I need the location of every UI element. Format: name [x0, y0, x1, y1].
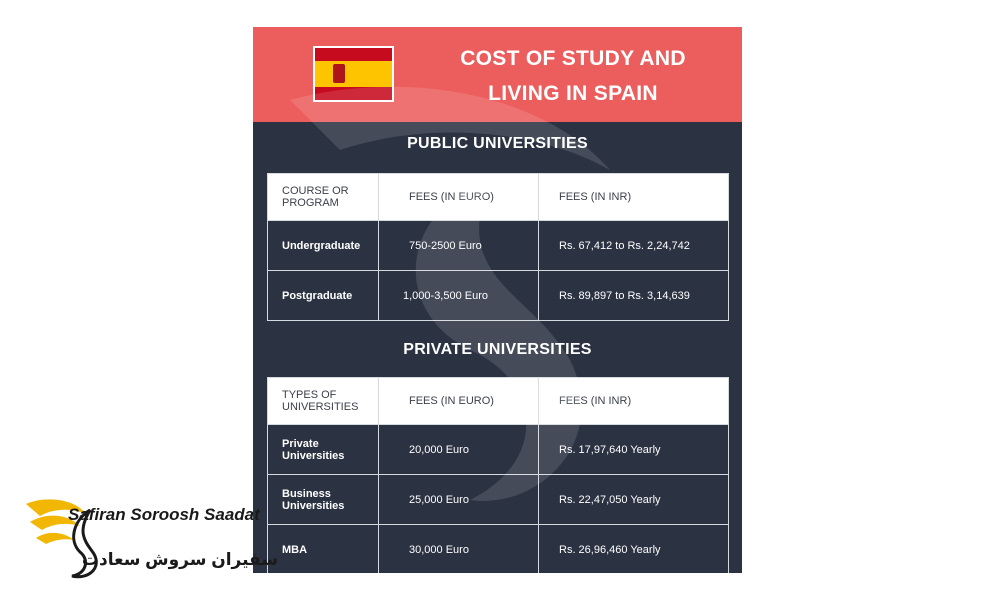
spain-flag-icon: [313, 46, 394, 102]
title-line-1: COST OF STUDY AND: [460, 47, 686, 70]
column-header: TYPES OF UNIVERSITIES: [268, 378, 379, 425]
header-banner: [253, 27, 742, 122]
coat-of-arms-icon: [333, 64, 345, 83]
column-header: FEES (IN EURO): [379, 378, 539, 425]
page-title: [423, 41, 723, 111]
table-cell: 750-2500 Euro: [379, 221, 539, 271]
title-line-2: LIVING IN SPAIN: [488, 82, 658, 105]
table-cell: MBA: [268, 525, 379, 574]
table-row: [268, 271, 729, 321]
table-row: [268, 525, 729, 574]
brand-name-english: Safiran Soroosh Saadat: [68, 505, 260, 524]
public-fees-table: [267, 173, 729, 321]
table-cell: 25,000 Euro: [379, 475, 539, 525]
table-header-row: [268, 174, 729, 221]
private-section-title: PRIVATE UNIVERSITIES: [403, 341, 592, 358]
column-header: FEES (IN EURO): [379, 174, 539, 221]
table-header-row: [268, 378, 729, 425]
table-cell: Rs. 67,412 to Rs. 2,24,742: [539, 221, 729, 271]
table-cell: Rs. 17,97,640 Yearly: [539, 425, 729, 475]
public-section-title: PUBLIC UNIVERSITIES: [407, 135, 588, 152]
table-cell: 20,000 Euro: [379, 425, 539, 475]
table-cell: Rs. 26,96,460 Yearly: [539, 525, 729, 574]
table-cell: 1,000-3,500 Euro: [379, 271, 539, 321]
private-fees-table: [267, 377, 729, 573]
table-cell: Rs. 22,47,050 Yearly: [539, 475, 729, 525]
table-cell: Postgraduate: [268, 271, 379, 321]
column-header: COURSE OR PROGRAM: [268, 174, 379, 221]
column-header: FEES (IN INR): [539, 378, 729, 425]
table-row: [268, 475, 729, 525]
table-cell: 30,000 Euro: [379, 525, 539, 574]
table-row: [268, 425, 729, 475]
table-cell: Rs. 89,897 to Rs. 3,14,639: [539, 271, 729, 321]
table-row: [268, 221, 729, 271]
column-header: FEES (IN INR): [539, 174, 729, 221]
brand-name-persian: سفیران سروش سعادت: [81, 550, 278, 569]
infographic-card: [253, 27, 742, 573]
table-cell: Undergraduate: [268, 221, 379, 271]
table-cell: Private Universities: [268, 425, 379, 475]
table-cell: Business Universities: [268, 475, 379, 525]
